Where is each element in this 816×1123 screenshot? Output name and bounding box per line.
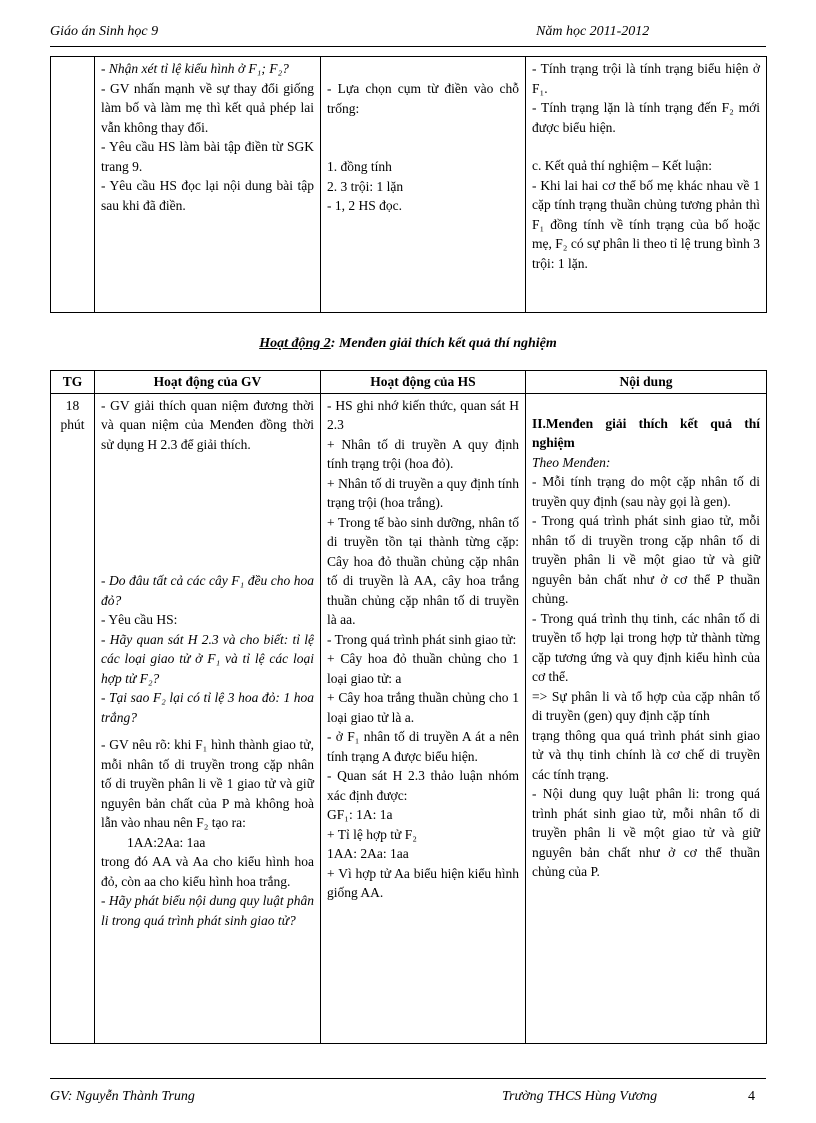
hs-item: - Quan sát H 2.3 thảo luận nhóm xác định được: (327, 768, 519, 803)
content-item: - Trong quá trình phát sinh giao tử, mỗi nhân tố di truyền trong cặp nhân tố di truyền phân li về một giao tử và giữ nguyên bản chất như ở cơ thể P thuần chủng. (532, 513, 760, 606)
gv-question-law: - Hãy phát biểu nội dung quy luật phân li trong quá trình phát sinh giao tử? (101, 893, 314, 928)
hs-item: - Trong quá trình phát sinh giao tử: (327, 631, 517, 647)
content-recessive: - Tính trạng lặn là tính trạng đến F₂ mới được biểu hiện. (532, 100, 760, 135)
hs-item: + Tỉ lệ hợp tử F₂ (327, 826, 417, 842)
content-heading: II.Menđen giải thích kết quả thí nghiệm (532, 415, 760, 450)
header-school-year: Năm học 2011-2012 (536, 24, 650, 39)
hs-fill: - Lựa chọn cụm từ điền vào chỗ trống: (327, 81, 519, 116)
hs-answer-2: 2. 3 trội: 1 lặn (327, 178, 404, 194)
lesson-table-continued (50, 56, 767, 313)
time-cell (51, 393, 95, 1043)
gv-cell (95, 57, 321, 313)
hs-cell (321, 57, 526, 313)
gv-explain: - GV giải thích quan niệm đương thời và quan niệm của Menđen đồng thời sử dụng H 2.3 để giải thích. (101, 397, 314, 452)
col-header-gv: Hoạt động của GV (95, 371, 321, 394)
hs-item: - ở F₁ nhân tố di truyền A át a nên tính trạng A được biểu hiện. (327, 729, 519, 764)
page-number: 4 (748, 1089, 755, 1104)
gv-activity-cell (95, 393, 321, 1043)
gv-question-gametes: - Hãy quan sát H 2.3 và cho biết: tỉ lệ các loại giao tử ở F₁ và tỉ lệ các loại hợp tử F₂? (101, 631, 314, 686)
footer-rule (50, 1078, 766, 1079)
hs-answer-1: 1. đồng tính (327, 159, 392, 174)
gv-read: - Yêu cầu HS đọc lại nội dung bài tập sau khi đã điền. (101, 178, 314, 213)
hs-item: + Trong tế bào sinh dưỡng, nhân tố di truyền tồn tại thành từng cặp: Cây hoa đỏ thuần chủng cặp nhân tố di truyền là AA, cây hoa trắng thuần chủng cặp nhân tố di truyền là aa. (327, 514, 519, 627)
hs-item: + Nhân tố di truyền A quy định tính trạng trội (hoa đỏ). (327, 436, 519, 471)
gv-note: - GV nhấn mạnh về sự thay đổi giống làm bố và làm mẹ thì kết quả phép lai vẫn không thay đổi. (101, 80, 314, 135)
hs-read: - 1, 2 HS đọc. (327, 198, 402, 213)
col-header-hs: Hoạt động của HS (321, 371, 526, 394)
footer-teacher: GV: Nguyễn Thành Trung (50, 1089, 195, 1104)
content-item: trạng thông qua quá trình phát sinh giao tử và thụ tinh chính là cơ chế di truyền các tính trạng. (532, 727, 760, 782)
activity-prefix: Hoạt động 2 (259, 336, 331, 351)
activity-name: : Menđen giải thích kết quả thí nghiệm (330, 336, 557, 351)
header-rule (50, 46, 766, 47)
header-subject: Giáo án Sinh học 9 (50, 24, 159, 39)
tg-cell (51, 57, 95, 313)
col-header-content: Nội dung (526, 371, 767, 394)
gv-request: - Yêu cầu HS: (101, 612, 178, 627)
gv-question-f1: - Do đâu tất cả các cây F₁ đều cho hoa đỏ? (101, 573, 314, 608)
content-cell (526, 57, 767, 313)
activity-2-table (50, 370, 767, 1044)
hs-item: GF₁: 1A: 1a (327, 807, 393, 822)
hs-activity-cell (321, 393, 526, 1043)
gv-ratio: 1AA:2Aa: 1aa (127, 834, 206, 850)
page-header (50, 22, 766, 42)
content-result-heading: c. Kết quả thí nghiệm – Kết luận: (532, 158, 712, 173)
content-item: => Sự phân li và tổ hợp của cặp nhân tố di truyền (gen) quy định cặp tính (532, 688, 760, 723)
hs-item: + Nhân tố di truyền a quy định tính trạng trội (hoa trắng). (327, 475, 519, 510)
footer-school: Trường THCS Hùng Vương (502, 1089, 658, 1104)
time-unit: phút (60, 417, 85, 432)
content-item: - Trong quá trình thụ tinh, các nhân tố di truyền tổ hợp lại trong hợp tử thành từng cặp tương ứng và quy định kiểu hình của cơ thể. (532, 610, 760, 684)
content-item: - Nội dung quy luật phân li: trong quá trình phát sinh giao tử, mỗi nhân tố di truyền phân li về một giao tử và giữ nguyên bản chất như ở cơ thể thuần chủng của P. (532, 786, 760, 879)
content-dominant: - Tính trạng trội là tính trạng biểu hiện ở F₁. (532, 61, 760, 96)
content-subheading: Theo Menđen: (532, 454, 611, 470)
hs-item: + Cây hoa đỏ thuần chủng cho 1 loại giao tử: a (327, 651, 519, 686)
hs-item: 1AA: 2Aa: 1aa (327, 846, 409, 861)
time-value: 18 (65, 397, 80, 413)
hs-item: - HS ghi nhớ kiến thức, quan sát H 2.3 (327, 397, 519, 432)
gv-question: - Nhận xét tỉ lệ kiểu hình ở F₁; F₂? (101, 61, 289, 76)
content-conclusion: - Khi lai hai cơ thể bố mẹ khác nhau về 1 cặp tính trạng thuần chủng tương phản thì F₁ đồng tính về tính trạng của bố hoặc mẹ, F₂ có sự phân li theo tỉ lệ trung bình 3 trội: 1 lặn. (532, 177, 760, 271)
content-activity-cell (526, 393, 767, 1043)
gv-question-ratio: - Tại sao F₂ lại có tỉ lệ 3 hoa đỏ: 1 hoa trắng? (101, 690, 314, 725)
activity-title (0, 334, 816, 354)
hs-item: + Cây hoa trắng thuần chủng cho 1 loại giao tử là a. (327, 690, 519, 725)
gv-clarify: - GV nêu rõ: khi F₁ hình thành giao tử, mỗi nhân tố di truyền trong cặp nhân tố di truyền phân li về 1 giao tử và giữ nguyên bản chất của P mà không hoà lẫn vào nhau nên F₂ tạo ra: (101, 737, 314, 830)
gv-phenotype: trong đó AA và Aa cho kiểu hình hoa đỏ, còn aa cho kiểu hình hoa trắng. (101, 854, 314, 889)
gv-exercise: - Yêu cầu HS làm bài tập điền từ SGK trang 9. (101, 139, 314, 174)
hs-item: + Vì hợp tử Aa biểu hiện kiểu hình giống AA. (327, 865, 519, 900)
col-header-tg: TG (51, 371, 95, 394)
content-item: - Mỗi tính trạng do một cặp nhân tố di truyền quy định (sau này gọi là gen). (532, 474, 760, 509)
